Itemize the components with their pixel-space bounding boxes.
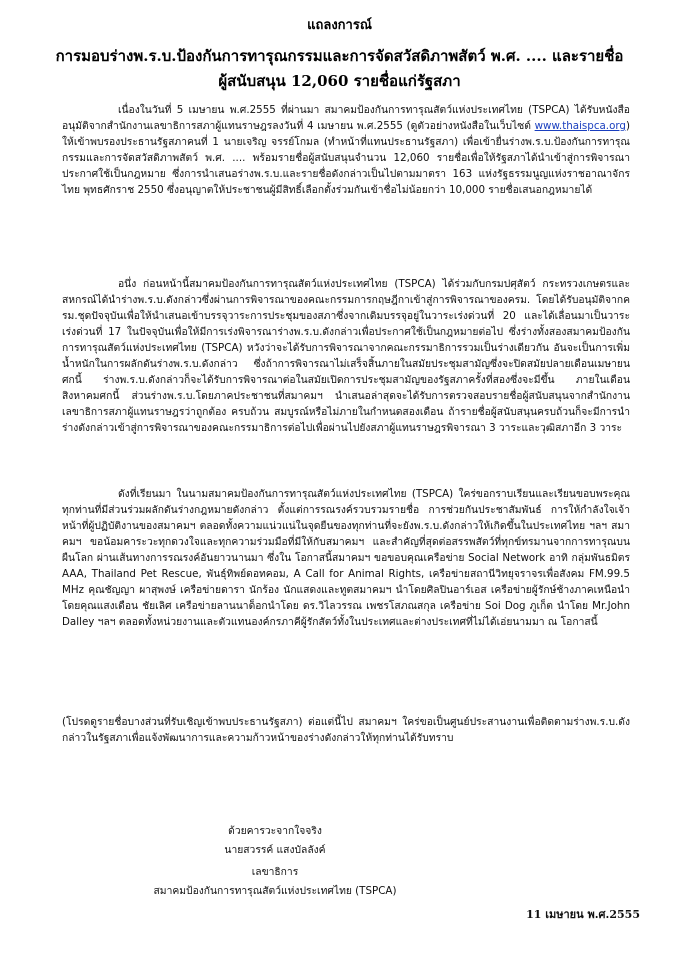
- heading-line-2: ผู้สนับสนุน 12,060 รายชื่อแก่รัฐสภา: [218, 72, 461, 90]
- signature-closing: ด้วยคารวะจากใจจริง: [228, 825, 322, 837]
- paragraph-1: [62, 102, 630, 198]
- paragraph-3-text: ดังที่เรียนมา ในนามสมาคมป้องกันการทารุณสัตว์แห่งประเทศไทย (TSPCA) ใคร่ขอกราบเรียนและเรียนขอบพระคุณทุกท่านที่มีส่วนร่วมผลักดันร่างกฎหมายดังกล่าว ตั้งแต่การรณรงค์รวบรวมรายชื่อ การช่วยกันประชาสัมพันธ์ การให้กำลังใจเจ้าหน้าที่ผู้ปฏิบัติงานของสมาคมฯ ตลอดทั้งความแน่วแน่ในจุดยืนของทุกท่านที่จะยังพ.ร.บ.ดังกล่าวให้เกิดขึ้นในประเทศไทย ฯลฯ สมาคมฯ ขอน้อมคาระวะทุกดวงใจและทุกความร่วมมือที่มีให้กับสมาคมฯ และสำคัญที่สุดต่อสรรพสัตว์ที่ทุกข์ทรมานจากการทารุณบนผืนโลก ผ่านเส้นทางการรณรงค์อันยาวนานมา ซึ่งใน โอกาสนี้สมาคมฯ ขอขอบคุณเครือข่าย Social Network อาทิ กลุ่มพันธมิตร AAA, Thailand Pet Rescue, พันธุ์ทิพย์ดอทคอม, A Call for Animal Rights, เครือข่ายสถานีวิทยุจราจรเพื่อสังคม FM.99.5 MHz คุณชัญญา ผาสุพงษ์ เครือข่ายดารา นักร้อง นักแสดงและทูตสมาคมฯ นำโดยศิลปินอาร์เอส เครือข่ายผู้รักษ์ช้างภาคเหนือนำโดยคุณแสงเดือน ชัยเลิศ เครือข่ายลานนาด็อกนำโดย ดร.วิไลวรรณ เพชรโสภณสกุล เครือข่าย Soi Dog ภูเก็ต นำโดย Mr.John Dalley ฯลฯ ตลอดทั้งหน่วยงานและตัวแทนองค์กรภาคีผู้รักสัตว์ทั้งในประเทศและต่างประเทศที่ไม่ได้เอ่ยนามมา ณ โอกาสนี้: [62, 488, 630, 628]
- signature-position: เลขาธิการ: [251, 866, 299, 878]
- paragraph-2-text: อนึ่ง ก่อนหน้านี้สมาคมป้องกันการทารุณสัตว์แห่งประเทศไทย (TSPCA) ได้ร่วมกับกรมปศุสัตว์ กระทรวงเกษตรและสหกรณ์ได้นำร่างพ.ร.บ.ดังกล่าวซึ่งผ่านการพิจารณาของคณะกรรมการกฤษฎีกาเข้าสู่การพิจารณาของครม. โดยได้รับอนุมัติจากครม.ชุดปัจจุบันเพื่อให้นำเสนอเข้าบรรจุวาระการประชุมของสภาซึ่งจากเดิมบรรจุอยู่ในวาระเร่งด่วนที่ 20 และได้เลื่อนมาเป็นวาระเร่งด่วนที่ 17 ในปัจจุบันเพื่อให้มีการเร่งพิจารณาร่างพ.ร.บ.ดังกล่าวเพื่อประกาศใช้เป็นกฎหมายต่อไป ซึ่งร่างทั้งสองสมาคมป้องกันการทารุณสัตว์แห่งประเทศไทย (TSPCA) หวังว่าจะได้รับการพิจารณาจากคณะกรรมาธิการรวมเป็นร่างเดียวกัน อันจะเป็นการเพิ่มน้ำหนักในการผลักดันร่างพ.ร.บ.ดังกล่าว ซึ่งถ้าการพิจารณาไม่เสร็จสิ้นภายในสมัยประชุมสามัญซึ่งจะปิดสมัยปลายเดือนเมษายนศกนี้ ร่างพ.ร.บ.ดังกล่าวก็จะได้รับการพิจารณาต่อในสมัยเปิดการประชุมสามัญของรัฐสภาครั้งที่สองซึ่งจะมีขึ้น ภายในเดือนสิงหาคมศกนี้ ส่วนร่างพ.ร.บ.โดยภาคประชาชนที่สมาคมฯ นำเสนอล่าสุดจะได้รับการตรวจสอบรายชื่อผู้สนับสนุนจากสำนักงานเลขาธิการสภาผู้แทนราษฎรว่าถูกต้อง ครบถ้วน สมบูรณ์หรือไม่ภายในกำหนดสองเดือน ถ้ารายชื่อผู้สนับสนุนครบถ้วนก็จะมีการนำร่างดังกล่าวเข้าสู่การพิจารณาของคณะกรรมาธิการต่อไปเพื่อผ่านไปยังสภาผู้แทนราษฎรพิจารณา 3 วาระและวุฒิสภาอีก 3 วาระ: [62, 278, 630, 434]
- document-date: 11 เมษายน พ.ศ.2555: [526, 908, 640, 921]
- website-link[interactable]: www.thaispca.org: [534, 120, 626, 132]
- heading-line-1: การมอบร่างพ.ร.บ.ป้องกันการทารุณกรรมและการจัดสวัสดิภาพสัตว์ พ.ศ. .... และรายชื่อ: [55, 47, 624, 65]
- signature-name: นายสวรรค์ แสงบัลลังค์: [224, 844, 326, 856]
- signature-organization: สมาคมป้องกันการทารุณสัตว์แห่งประเทศไทย (TSPCA): [153, 885, 397, 897]
- paragraph-4-text: (โปรดดูรายชื่อบางส่วนที่รับเชิญเข้าพบประธานรัฐสภา) ต่อแต่นี้ไป สมาคมฯ ใคร่ขอเป็นศูนย์ประสานงานเพื่อติดตามร่างพ.ร.บ.ดังกล่าวในรัฐสภาเพื่อแจ้งพัฒนาการและความก้าวหน้าของร่างดังกล่าวให้ทุกท่านได้รับทราบ: [62, 716, 630, 744]
- paragraph-2: [62, 276, 630, 436]
- document-title: แถลงการณ์: [307, 18, 372, 33]
- paragraph-1-part-a: เนื่องในวันที่ 5 เมษายน พ.ศ.2555 ที่ผ่านมา สมาคมป้องกันการทารุณสัตว์แห่งประเทศไทย (TSPCA) ได้รับหนังสืออนุมัติจากสำนักงานเลขาธิการสภาผู้แทนราษฎรลงวันที่ 4 เมษายน พ.ศ.2555 (ดูตัวอย่างหนังสือในเว็บไซต์: [62, 104, 630, 132]
- paragraph-1-part-b: ) ให้เข้าพบรองประธานรัฐสภาคนที่ 1 นายเจริญ จรรย์โกมล (ทำหน้าที่แทนประธานรัฐสภา) เพื่อเข้ายื่นร่างพ.ร.บ.ป้องกันการทารุณกรรมและการจัดสวัสดิภาพสัตว์ พ.ศ. .... พร้อมรายชื่อผู้สนับสนุนจำนวน 12,060 รายชื่อเพื่อให้รัฐสภาได้นำเข้าสู่การพิจารณาประกาศใช้เป็นกฎหมาย ซึ่งการนำเสนอร่างพ.ร.บ.และรายชื่อดังกล่าวเป็นไปตามมาตรา 163 แห่งรัฐธรรมนูญแห่งราชอาณาจักรไทย พุทธศักราช 2550 ซึ่งอนุญาตให้ประชาชนผู้มีสิทธิ์เลือกตั้งร่วมกันเข้าชื่อไม่น้อยกว่า 10,000 รายชื่อเสนอกฎหมายได้: [62, 120, 630, 196]
- paragraph-4: [62, 714, 630, 746]
- paragraph-3: [62, 486, 630, 630]
